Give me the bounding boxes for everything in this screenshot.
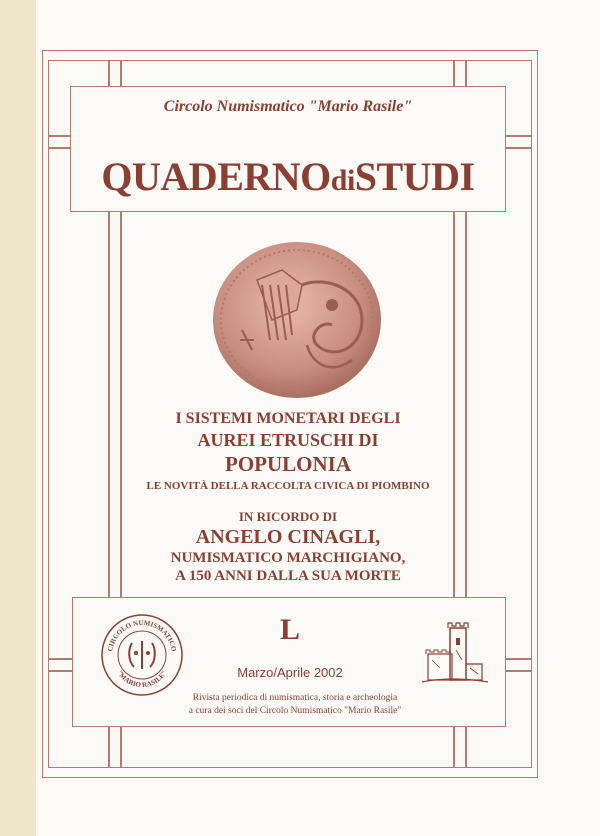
article-line-3: POPULONIA (225, 452, 351, 476)
article-subtitle: LE NOVITÀ DELLA RACCOLTA CIVICA DI PIOMBINO (146, 480, 430, 492)
memorial-line-1: IN RICORDO DI (238, 509, 338, 524)
magazine-title (72, 153, 504, 200)
title-end: STUDI (354, 154, 475, 199)
etruscan-coin-image (212, 240, 382, 400)
publisher-name: Circolo Numismatico "Mario Rasile" (163, 98, 413, 115)
seal-text-bottom: "MARIO RASILE" (115, 668, 169, 690)
memorial-line-3: NUMISMATICO MARCHIGIANO, (170, 550, 406, 566)
issue-number: L (279, 613, 300, 646)
memorial-line-2: ANGELO CINAGLI, (195, 526, 381, 548)
article-line-2: AUREI ETRUSCHI DI (197, 430, 379, 450)
club-seal-logo (100, 613, 184, 697)
description-line-2: a cura dei soci del Circolo Numismatico "Mario Rasile" (188, 706, 402, 716)
title-di: di (330, 164, 355, 197)
description-line-1: Rivista periodica di numismatica, storia e archeologia (192, 693, 398, 703)
seal-text-top: CIRCOLO NUMISMATICO (106, 618, 178, 653)
book-spine (0, 0, 37, 836)
tower-illustration (420, 620, 490, 690)
article-line-1: I SISTEMI MONETARI DEGLI (175, 410, 401, 427)
title-main: QUADERNO (101, 154, 331, 199)
issue-date: Marzo/Aprile 2002 (237, 665, 343, 680)
memorial-line-4: A 150 ANNI DALLA SUA MORTE (175, 568, 401, 584)
